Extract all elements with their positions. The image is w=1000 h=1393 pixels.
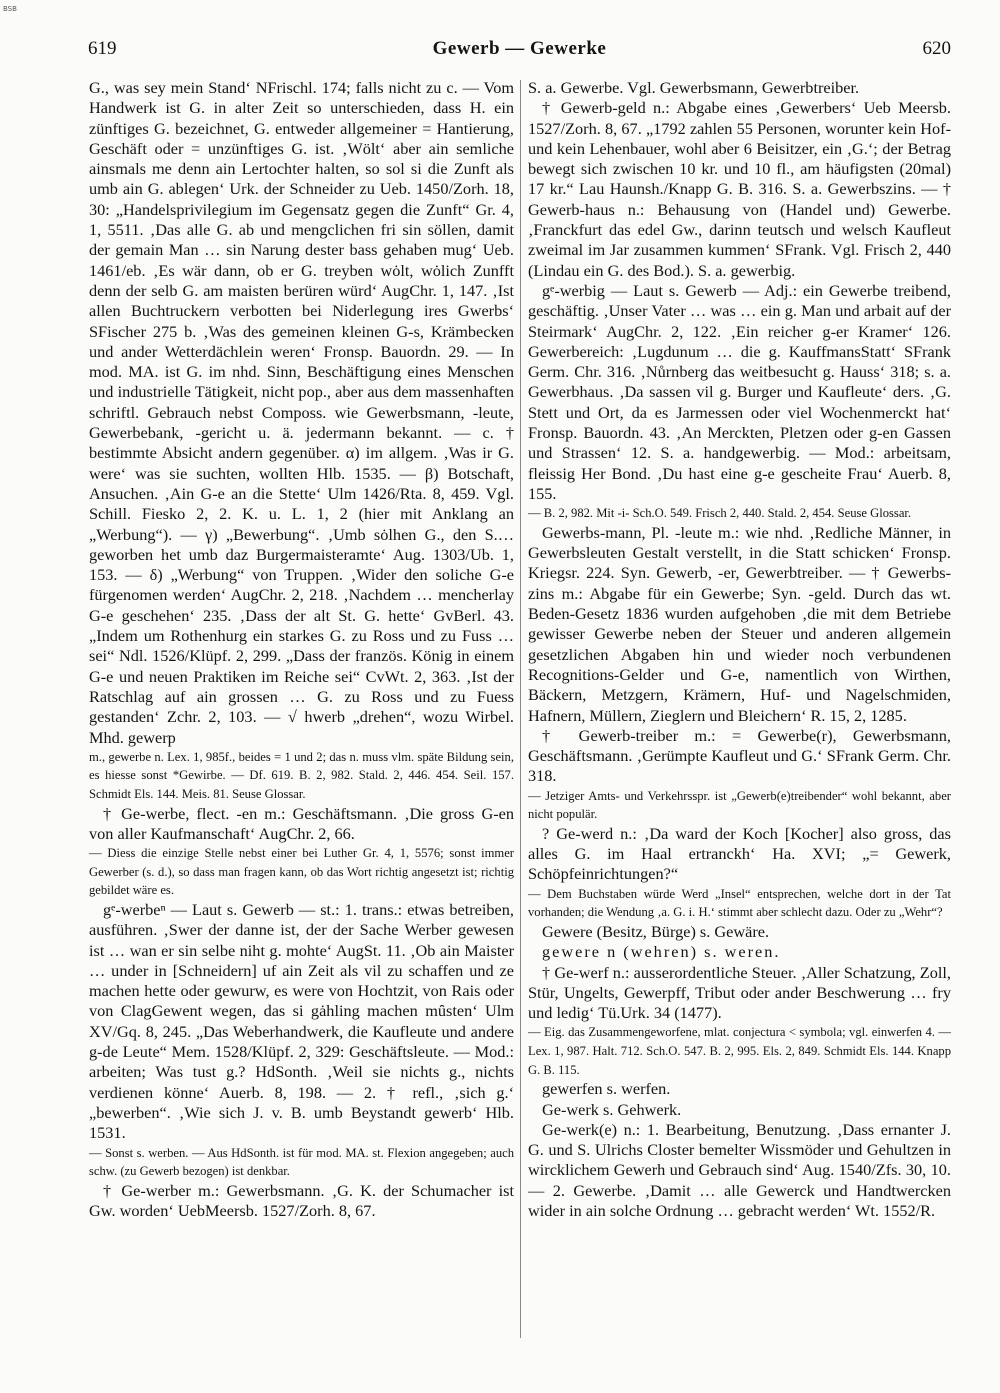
entry-gewere: Gewere (Besitz, Bürge) s. Gewäre.	[542, 921, 770, 941]
entry-continuation: G., was sey mein Stand‘ NFrischl. 174; falls nicht zu c. — Vom Handwerk ist G. in alter Zeit so unterschieden, dass H. ein zünftiges G. bezeichnet, G. entweder allgemeiner = Hantierung, Geschäft oder = unzünftiges G. ist. ‚Wölt‘ aber ain semliche ainsmals me denn ain Lertochter halten, so sol si die Zunft als umb ain G. ablegen‘ Urk. der Schneider zu Ueb. 1450/Zorh. 18, 30: „Handelsprivilegium im Gegensatz gegen die Zunft“ Gr. 4, 1, 5511. ‚Das alle G. ab und mengclichen fri sin söllen, damit der gemain Man … sin Narung dester bass gehaben mug‘ Ueb. 1461/eb. ‚Es wär dann, ob er G. treyben wȯlt, wȯlich Zunfft denn der selb G. am maisten berüren würd‘ AugChr. 1, 147. ‚Ist allen Buchtruckern verbotten bei Niderlegung ires Gwerbs‘ SFischer 275 b. ‚Was des gemeinen kleinen G-s, Krämbecken und ander Wetterdächlein weren‘ Fronsp. Bauordn. 29. — In mod. MA. ist G. im nhd. Sinn, Beschäftigung eines Menschen und industrielle Tätigkeit, nicht pop., aber aus dem massenhaften schriftl. Gebrauch nebst Composs. wie Gewerbsmann, -leute, Gewerbebank, -gericht u. ä. jedermann bekannt. — c. † bestimmte Absicht andern gegenüber. α) im allgem. ‚Was ir G. were‘ was sie suchten, wollten Hlb. 1535. — β) Botschaft, Ansuchen. ‚Ain G-e an die Stette‘ Ulm 1426/Rta. 8, 459. Vgl. Schill. Fiesko 2, 2. K. u. L. 1, 2 (hier mit Anklang an „Werbung“). — γ) „Bewerbung“. ‚Umb sȯlhen G., den S.… geworben het umb daz Burgermaisteramte‘ Aug. 1303/Ub. 1, 153. — δ) „Werbung“ von Truppen. ‚Wider den soliche G-e fürgenomen werden‘ AugChr. 2, 218. ‚Nachdem … mencherlay G-e geschehen‘ 235. ‚Dass der alt St. G. hette‘ GvBerl. 43. „Indem um Rothenhurg ein starkes G. zu Ross und zu Fuss … sei“ Ndl. 1526/Klüpf. 2, 299. „Dass der französ. König in einem G-e und neuen Praktiken im Reiche sei“ CvWt. 2, 363. ‚Ist der Ratschlag auf ain grossen … G. zu Ross und zu Fuess gestanden‘ Zchr. 2, 103. — √ hwerb „drehen“, wozu Wirbel. Mhd. gewerp	[89, 78, 514, 747]
left-column	[89, 78, 514, 1221]
column-divider	[520, 80, 521, 1338]
right-column	[528, 78, 951, 1221]
entry-ge-werk: Ge-werk s. Gehwerk.	[542, 1099, 682, 1119]
entry-note: — Eig. das Zusammengeworfene, mlat. conjectura < symbola; vgl. einwerfen 4. — Lex. 1, 987. Halt. 712. Sch.O. 547. B. 2, 995. Els. 2, 849. Schmidt Els. 144. Knapp G. B. 115.	[528, 1025, 951, 1077]
entry-ge-werf: † Ge-werf n.: ausserordentliche Steuer. ‚Aller Schatzung, Zoll, Stür, Ungelts, Gewerpff, Tribut oder ander Beschwerung … fry und ledig‘ Tü.Urk. 34 (1477).	[528, 962, 951, 1023]
page-number-right: 620	[922, 38, 951, 59]
entry-gewerben: gᵉ-werbeⁿ — Laut s. Gewerb — st.: 1. trans.: etwas betreiben, ausführen. ‚Swer der danne ist, der der Sache Werber gewesen ist … wan er sin selbe niht g. mohte‘ AugSt. 11. ‚Ob ain Maister … under in [Schneidern] uf ain Zeit als vil zu schaffen und ze machen hette oder gewurw, es were von Hochtzit, von Rais oder von ClagGewent wegen, das si gȧhling machen mȗsten‘ Ulm XV/Gq. 8, 245. „Das Weberhandwerk, die Kaufleute und andere g-de Leute“ Mem. 1528/Klüpf. 2, 329: Geschäftsleute. — Mod.: arbeiten; Was tust g.? HdSonth. ‚Weil sie nichts g., nichts verdienen könne‘ Auerb. 8, 198. — 2. † refl., ‚sich g.‘ „bewerben“. ‚Wie sich J. v. B. umb Beystandt gewerb‘ Hlb. 1531.	[89, 899, 514, 1143]
entry-note: — Dem Buchstaben würde Werd „Insel“ entsprechen, welche dort in der Tat vorhanden; die Wendung ‚a. G. i. H.‘ stimmt aber schlecht dazu. Oder zu „Wehr“?	[528, 886, 951, 920]
entry-ge-werke: Ge-werk(e) n.: 1. Bearbeitung, Benutzung. ‚Dass ernanter J. G. und S. Ulrichs Closter bemelter Wissmöder und Gehultzen in wircklichem Gewerh und Gebrauch sind‘ Aug. 1540/Zfs. 30, 10. — 2. Gewerbe. ‚Damit … alle Gewerck und Handtwercken wider in ain solche Ordnung … gebracht werden‘ Wt. 1552/R.	[528, 1119, 951, 1220]
entry-gewerfen: gewerfen s. werfen.	[542, 1079, 671, 1099]
entry-gewerbsmann: Gewerbs-mann, Pl. -leute m.: wie nhd. ‚Redliche Männer, in Gewerbsleuten Gestalt verstellt, in die Statt schicken‘ Fronsp. Kriegsr. 224. Syn. Gewerb, -er, Gewerbtreiber. — † Gewerbs-zins m.: Abgabe für ein Gewerbe; Syn. -geld. Durch das wt. Beden-Gesetz 1836 wurden aufgehoben ‚die mit dem Betriebe gewisser Gewerbe neben der Steuer und anderen allgemein gesetzlichen Abgaben hin und wieder noch verbundenen Recognitions-Gelder und G-e, namentlich von Wirthen, Bäckern, Metzgern, Krämern, Huf- und Nagelschmiden, Hafnern, Müllern, Zieglern und Bleichern‘ R. 15, 2, 1285.	[528, 522, 951, 725]
page-header	[88, 38, 951, 64]
page-title: Gewerb — Gewerke	[432, 38, 607, 59]
entry-gewerb-geld: † Gewerb-geld n.: Abgabe eines ‚Gewerbers‘ Ueb Meersb. 1527/Zorh. 8, 67. „1792 zahlen 55 Personen, worunter kein Hof- und kein Lehenbauer, wohl aber 6 Beisitzer, ein ‚G.‘; der Betrag bewegt sich zwischen 10 kr. und 10 fl., am häufigsten (20mal) 17 kr.“ Lau Haunsh./Knapp G. B. 316. S. a. Gewerbszins. — † Gewerb-haus n.: Behausung von (Handel und) Gewerbe. ‚Franckfurt das edel Gw., darinn teutsch und welsch Kaufleut zweimal im Jar zusammen kummen‘ SFrank. Vgl. Frisch 2, 440 (Lindau ein G. des Bod.). S. a. gewerbig.	[528, 98, 951, 280]
entry-note: — B. 2, 982. Mit -i- Sch.O. 549. Frisch 2, 440. Stald. 2, 454. Seuse Glossar.	[528, 506, 912, 521]
entry-note: — Diess die einzige Stelle nebst einer bei Luther Gr. 4, 1, 5576; sonst immer Gewerber (s. d.), so dass man fragen kann, ob das Wort richtig angesetzt ist; richtig gebildet wäre es.	[89, 846, 514, 898]
entry-ge-werd: ? Ge-werd n.: ‚Da ward der Koch [Kocher] also gross, das alles G. im Haal ertranckh‘ Ha. XVI; „= Gewerk, Schöpfeinrichtungen?“	[528, 823, 951, 884]
entry-gewerbig: gᵉ-werbig — Laut s. Gewerb — Adj.: ein Gewerbe treibend, geschäftig. ‚Unser Vater … was … ein g. Man und arbait auf der Steirmark‘ AugChr. 2, 122. ‚Ein reicher g-er Kramer‘ 126. Gewerbereich: ‚Lugdunum … die g. KauffmansStatt‘ SFrank Germ. Chr. 316. ‚Nůrnberg das weitbesucht g. Hauss‘ 318; s. a. Gewerbhaus. ‚Da sassen vil g. Burger und Kaufleute‘ ders. ‚G. Stett und Ort, da es Jarmessen oder viel Wochenmerckt hat‘ Fronsp. Bauordn. 43. ‚An Merckten, Pletzen oder g-en Gassen und Strassen‘ 12. S. a. handgewerbig. — Mod.: arbeitsam, fleissig Her Bond. ‚Du hast eine g-e gescheite Frau‘ Auerb. 8, 155.	[528, 280, 951, 503]
library-mark: BSB	[3, 5, 17, 13]
entry-ge-werber: † Ge-werber m.: Gewerbsmann. ‚G. K. der Schumacher ist Gw. worden‘ UebMeersb. 1527/Zorh. 8, 67.	[89, 1180, 514, 1220]
entry-note: — Sonst s. werben. — Aus HdSonth. ist für mod. MA. st. Flexion angegeben; auch schw. (zu Gewerb bezogen) ist denkbar.	[89, 1145, 514, 1179]
entry-note: — Jetziger Amts- und Verkehrsspr. ist „Gewerb(e)treibender“ wohl bekannt, aber nicht populär.	[528, 788, 951, 822]
entry-geweren: gewere n (wehren) s. weren.	[542, 942, 781, 962]
entry-continuation: S. a. Gewerbe. Vgl. Gewerbsmann, Gewerbtreiber.	[528, 78, 860, 97]
entry-ge-werbe: † Ge-werbe, flect. -en m.: Geschäftsmann. ‚Die gross G-en von aller Kaufmanschaft‘ AugChr. 2, 66.	[89, 803, 514, 843]
entry-gewerb-treiber: † Gewerb-treiber m.: = Gewerbe(r), Gewerbsmann, Geschäftsmann. ‚Gerümpte Kaufleut und G.‘ SFrank Germ. Chr. 318.	[528, 725, 951, 786]
page-number-left: 619	[88, 38, 117, 59]
etymology-note: m., gewerbe n. Lex. 1, 985f., beides = 1 und 2; das n. muss vlm. späte Bildung sein, es hiesse sonst *Gewirbe. — Df. 619. B. 2, 982. Stald. 2, 446. 454. Seil. 157. Schmidt Els. 144. Meis. 81. Seuse Glossar.	[89, 749, 514, 801]
